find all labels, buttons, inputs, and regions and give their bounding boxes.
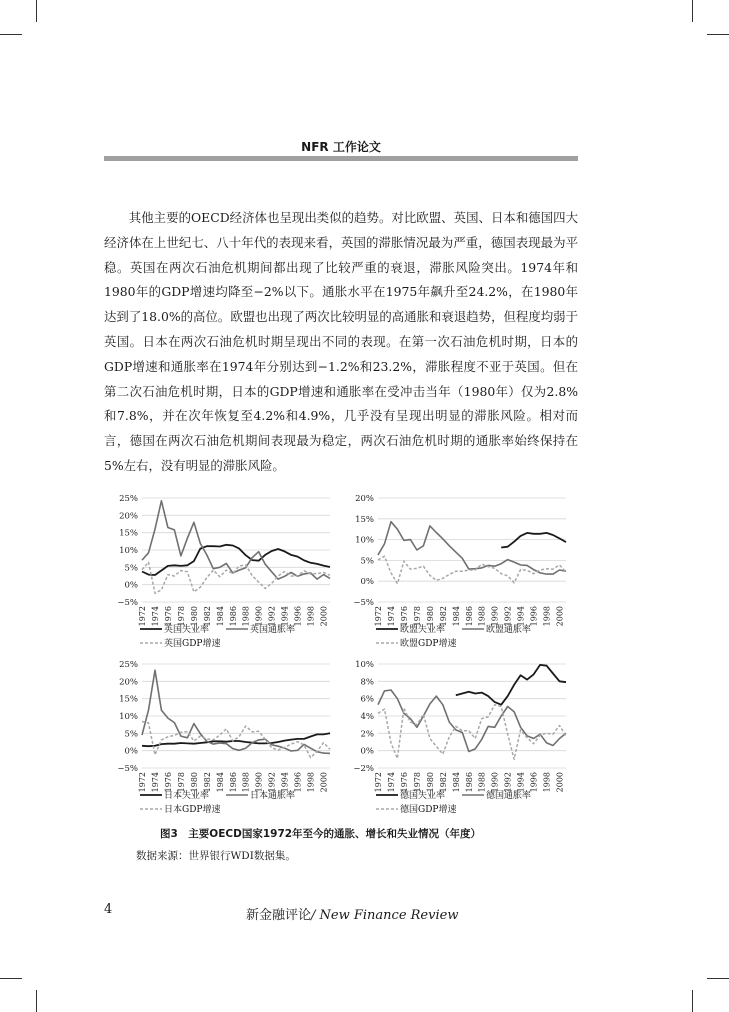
x-tick-label: 1980 <box>189 772 199 793</box>
x-tick-label: 1992 <box>267 606 277 627</box>
chart-uk-svg <box>104 492 344 652</box>
x-tick-label: 1980 <box>425 772 435 793</box>
y-tick-label: 20% <box>119 511 138 522</box>
chart-eu <box>340 492 580 652</box>
series-line <box>142 545 330 575</box>
header-rule <box>104 156 578 161</box>
series-line <box>378 705 566 760</box>
x-tick-label: 1984 <box>215 606 225 627</box>
y-tick-label: 0% <box>360 577 374 588</box>
x-tick-label: 1972 <box>374 606 383 627</box>
x-tick-label: 1972 <box>374 772 383 793</box>
y-tick-label: 20% <box>355 494 374 504</box>
crop-mark-bottom-right-v <box>692 990 693 1012</box>
y-tick-label: 0% <box>124 746 138 757</box>
x-tick-label: 1976 <box>163 606 173 627</box>
x-tick-label: 1982 <box>202 772 212 793</box>
x-tick-label: 1986 <box>464 606 474 627</box>
y-tick-label: 15% <box>119 528 138 539</box>
x-tick-label: 1986 <box>464 772 474 793</box>
journal-name <box>246 904 458 923</box>
series-line <box>378 690 566 752</box>
y-tick-label: 6% <box>360 694 374 705</box>
y-tick-label: −5% <box>117 764 138 774</box>
chart-uk <box>104 492 344 652</box>
body-paragraph: 其他主要的OECD经济体也呈现出类似的趋势。对比欧盟、英国、日本和德国四大经济体在上世纪七、八十年代的表现来看，英国的滞胀情况最为严重，德国表现最为平稳。英国在两次石油危机期间都出现了比较严重的衰退，滞胀风险突出。1974年和1980年的GDP增速均降至−2%以下。通胀水平在1975年飙升至24.2%，在1980年达到了18.0%的高位。欧盟也出现了两次比较明显的高通胀和衰退趋势，但程度均弱于英国。日本在两次石油危机时期呈现出不同的表现。在第一次石油危机时期，日本的GDP增速和通胀率在1974年分别达到−1.2%和23.2%，滞胀程度不亚于英国。但在第二次石油危机时期，日本的GDP增速和通胀率在受冲击当年（1980年）仅为2.8%和7.8%，并在次年恢复至4.2%和4.9%，几乎没有呈现出明显的滞胀风险。相对而言，德国在两次石油危机期间表现最为稳定，两次石油危机时期的通胀率始终保持在5%左右，没有明显的滞胀风险。 <box>104 210 578 473</box>
y-tick-label: 2% <box>360 729 374 740</box>
x-tick-label: 1972 <box>138 606 147 627</box>
x-tick-label: 1984 <box>451 606 461 627</box>
legend-label: 德国通胀率 <box>486 791 532 801</box>
x-tick-label: 2000 <box>319 606 329 627</box>
chart-de-svg <box>340 658 580 818</box>
chart-jp <box>104 658 344 818</box>
y-tick-label: 25% <box>119 660 138 670</box>
y-tick-label: 10% <box>355 660 374 670</box>
x-tick-label: 1980 <box>189 606 199 627</box>
legend-label: 欧盟GDP增速 <box>400 639 457 649</box>
x-tick-label: 1978 <box>412 772 422 793</box>
x-tick-label: 1998 <box>306 606 316 627</box>
crop-mark-top-left-v <box>36 0 37 22</box>
x-tick-label: 1972 <box>138 772 147 793</box>
y-tick-label: 5% <box>124 563 138 574</box>
legend-label: 英国GDP增速 <box>164 639 221 649</box>
x-tick-label: 1984 <box>451 772 461 793</box>
x-tick-label: 1974 <box>150 606 160 627</box>
x-tick-label: 1984 <box>215 772 225 793</box>
chart-jp-svg <box>104 658 344 818</box>
x-tick-label: 1996 <box>529 606 539 627</box>
legend-label: 德国GDP增速 <box>400 805 457 815</box>
x-tick-label: 1978 <box>176 772 186 793</box>
y-tick-label: 0% <box>360 746 374 757</box>
legend-label: 日本通胀率 <box>250 791 296 801</box>
journal-name-en: New Finance Review <box>319 908 459 923</box>
chart-eu-svg <box>340 492 580 652</box>
x-tick-label: 1974 <box>386 772 396 793</box>
y-tick-label: 0% <box>124 580 138 591</box>
x-tick-label: 1974 <box>150 772 160 793</box>
legend-label: 德国失业率 <box>400 791 446 801</box>
y-tick-label: 5% <box>360 556 374 567</box>
x-tick-label: 1988 <box>241 772 251 793</box>
x-tick-label: 1988 <box>477 606 487 627</box>
x-tick-label: 1992 <box>503 606 513 627</box>
page-number: 4 <box>104 902 113 917</box>
x-tick-label: 1974 <box>386 606 396 627</box>
y-tick-label: 10% <box>119 712 138 722</box>
x-tick-label: 1982 <box>438 606 448 627</box>
legend-label: 英国通胀率 <box>250 625 296 635</box>
x-tick-label: 1986 <box>228 606 238 627</box>
x-tick-label: 1990 <box>254 772 264 793</box>
y-tick-label: 5% <box>124 729 138 740</box>
x-tick-label: 1978 <box>176 606 186 627</box>
x-tick-label: 1982 <box>202 606 212 627</box>
x-tick-label: 1994 <box>516 772 526 793</box>
journal-name-sep: / <box>311 908 320 923</box>
x-tick-label: 1980 <box>425 606 435 627</box>
y-tick-label: 8% <box>360 677 374 688</box>
y-tick-label: 4% <box>360 712 374 722</box>
y-tick-label: −5% <box>117 598 138 608</box>
crop-mark-bottom-left-h <box>0 978 22 979</box>
legend-label: 日本失业率 <box>164 791 210 801</box>
x-tick-label: 1976 <box>399 606 409 627</box>
x-tick-label: 1994 <box>280 606 290 627</box>
x-tick-label: 1986 <box>228 772 238 793</box>
x-tick-label: 1982 <box>438 772 448 793</box>
x-tick-label: 1992 <box>267 772 277 793</box>
legend-label: 欧盟通胀率 <box>486 625 532 635</box>
running-header: NFR 工作论文 <box>301 140 381 154</box>
x-tick-label: 1990 <box>490 772 500 793</box>
legend-label: 英国失业率 <box>164 625 210 635</box>
x-tick-label: 1988 <box>477 772 487 793</box>
x-tick-label: 1990 <box>490 606 500 627</box>
x-tick-label: 2000 <box>319 772 329 793</box>
legend-label: 日本GDP增速 <box>164 805 221 815</box>
journal-name-cn: 新金融评论 <box>246 908 312 923</box>
series-line <box>378 522 566 574</box>
crop-mark-top-right-h <box>707 34 729 35</box>
x-tick-label: 1996 <box>293 606 303 627</box>
x-tick-label: 1998 <box>542 606 552 627</box>
x-tick-label: 1998 <box>542 772 552 793</box>
crop-mark-bottom-left-v <box>36 990 37 1012</box>
series-line <box>142 562 330 593</box>
x-tick-label: 1992 <box>503 772 513 793</box>
y-tick-label: 10% <box>119 546 138 556</box>
x-tick-label: 1978 <box>412 606 422 627</box>
x-tick-label: 2000 <box>555 772 565 793</box>
chart-de <box>340 658 580 818</box>
x-tick-label: 1990 <box>254 606 264 627</box>
y-tick-label: 15% <box>119 694 138 705</box>
x-tick-label: 1994 <box>280 772 290 793</box>
x-tick-label: 1988 <box>241 606 251 627</box>
y-tick-label: 20% <box>119 677 138 688</box>
crop-mark-top-left-h <box>0 34 22 35</box>
x-tick-label: 1976 <box>399 772 409 793</box>
crop-mark-top-right-v <box>692 0 693 22</box>
x-tick-label: 1998 <box>306 772 316 793</box>
x-tick-label: 2000 <box>555 606 565 627</box>
x-tick-label: 1996 <box>293 772 303 793</box>
y-tick-label: 15% <box>355 514 374 525</box>
x-tick-label: 1994 <box>516 606 526 627</box>
figure-caption: 图3 主要OECD国家1972年至今的通胀、增长和失业情况（年度） <box>160 828 482 840</box>
x-tick-label: 1996 <box>529 772 539 793</box>
x-tick-label: 1976 <box>163 772 173 793</box>
crop-mark-bottom-right-h <box>707 978 729 979</box>
figure-source: 数据来源：世界银行WDI数据集。 <box>136 850 296 862</box>
body-text <box>104 206 578 479</box>
y-tick-label: 10% <box>355 535 374 546</box>
y-tick-label: 25% <box>119 494 138 504</box>
legend-label: 欧盟失业率 <box>400 625 446 635</box>
y-tick-label: −2% <box>353 764 374 774</box>
y-tick-label: −5% <box>353 598 374 608</box>
series-line <box>501 533 566 548</box>
